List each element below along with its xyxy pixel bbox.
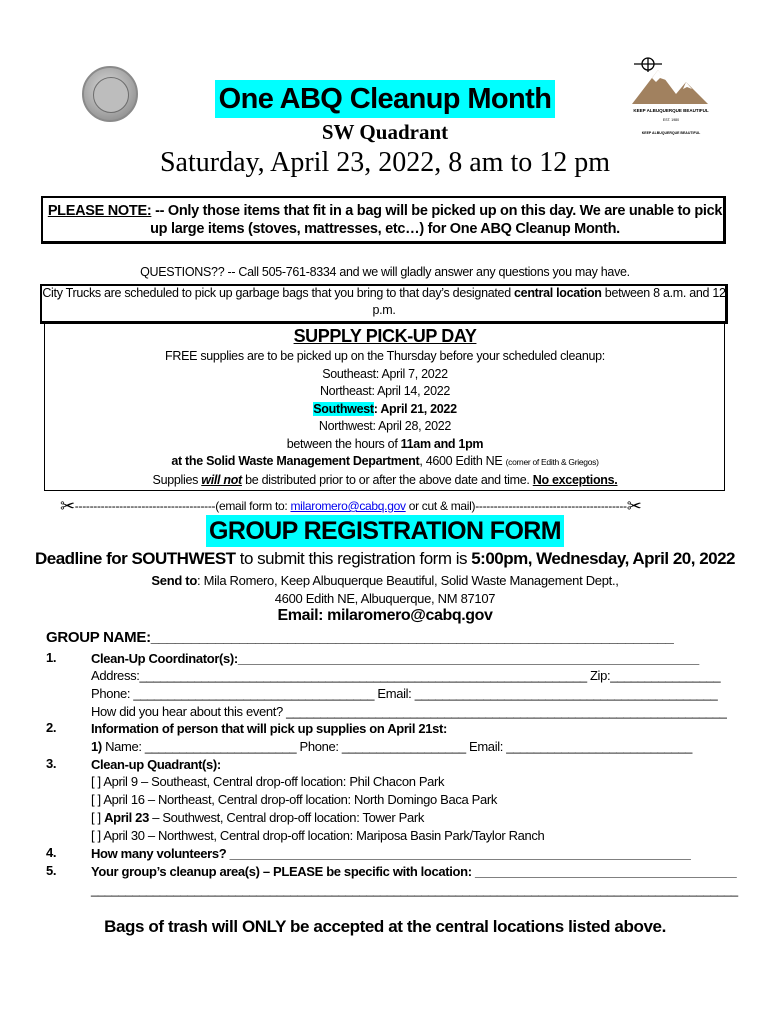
supply-title [0,326,770,347]
item-number-1: 1. [46,650,57,665]
trucks-central-location: central location [514,286,602,300]
cleanup-area-extra-line[interactable]: ______________________________________________________________________________________________ [91,882,738,897]
questions-line: QUESTIONS?? -- Call 505-761-8334 and we will gladly answer any questions you may have. [140,265,630,279]
note-label: PLEASE NOTE: [47,203,152,219]
deadline-prefix: Deadline for [34,549,132,568]
trucks-text-2: between 8 a.m. and 12 p.m. [372,286,726,317]
footer-notice: Bags of trash will ONLY be accepted at the central locations listed above. [104,917,666,936]
hours-prefix: between the hours of [286,436,401,451]
location-note: (corner of Edith & Griegos) [505,457,599,467]
q3-rest: – Southwest, Central drop-off location: Tower Park [148,810,424,825]
group-name-field[interactable]: GROUP NAME:_________________________________________________________________ [46,629,674,646]
deadline-line [0,549,770,569]
deadline-mid: to submit this registration form is [235,549,472,568]
logo-text-1: KEEP ALBUQUERQUE BEAUTIFUL [633,108,709,113]
quadrant-option-southeast[interactable]: [ ] April 9 – Southeast, Central drop-off location: Phil Chacon Park [91,774,445,789]
contact-email: Email: milaromero@cabq.gov [277,607,493,624]
deadline-quadrant: SOUTHWEST [131,549,236,568]
supply-southeast: Southeast: April 7, 2022 [322,366,448,381]
item-number-3: 3. [46,756,57,771]
person-number: 1) [91,739,102,754]
q3-date: April 23 [104,810,149,825]
cut-right: or cut & mail)----------------------------------------- [405,499,627,513]
quadrants-label: Clean-up Quadrant(s): [91,757,221,772]
send-to-label: Send to [151,573,197,588]
scissors-icon: ✂ [626,496,642,516]
dist-prefix: Supplies [152,472,202,487]
southwest-highlight: Southwest [313,401,374,416]
please-note [44,202,726,238]
supply-intro: FREE supplies are to be picked up on the Thursday before your scheduled cleanup: [165,349,605,363]
supply-northeast: Northeast: April 14, 2022 [319,384,451,398]
logo-text-3: KEEP ALBUQUERQUE BEAUTIFUL [641,131,701,135]
supply-distribution [0,472,770,490]
supply-northwest: Northwest: April 28, 2022 [318,419,452,433]
location-name: at the Solid Waste Management Department [171,454,420,468]
hours-value: 11am and 1pm [400,436,484,451]
dist-mid: be distributed prior to or after the above date and time. [241,472,533,487]
note-text: -- Only those items that fit in a bag will be picked up on this day. We are unable to pick up large items (stoves, mattresses, etc…) for One ABQ Cleanup Month. [150,203,723,237]
logo-text-2: EST. 1980 [662,118,680,122]
cleanup-area-field[interactable]: Your group’s cleanup area(s) – PLEASE be specific with location: ______________________________________ [91,864,737,879]
dist-will-not: will not [201,472,242,487]
supply-southwest [0,401,770,419]
pickup-person-field[interactable] [91,738,692,755]
send-to [0,572,770,608]
send-to-text: : Mila Romero, Keep Albuquerque Beautiful, Solid Waste Management Dept., [196,573,619,588]
event-date: Saturday, April 23, 2022, 8 am to 12 pm [159,147,611,178]
cut-email-link[interactable]: milaromero@cabq.gov [290,499,406,513]
send-to-address: 4600 Edith NE, Albuquerque, NM 87107 [274,591,496,606]
scissors-icon: ✂ [60,496,75,516]
supply-details [0,348,770,489]
item-number-2: 2. [46,720,57,735]
trucks-notice [42,285,726,319]
supply-title-text: SUPPLY PICK-UP DAY [293,326,477,346]
dist-no-exceptions: No exceptions. [532,472,618,487]
page-title: One ABQ Cleanup Month [215,80,556,118]
volunteers-field[interactable]: How many volunteers? ___________________________________________________________________ [91,846,691,861]
location-address: , 4600 Edith NE [419,454,506,468]
supply-location [0,453,770,472]
page-subtitle: SW Quadrant [321,120,449,144]
address-field[interactable]: Address:_________________________________________________________________ Zip:________________ [91,668,721,683]
q3-checkbox: [ ] [91,810,105,825]
item-number-4: 4. [46,845,57,860]
form-title: GROUP REGISTRATION FORM [206,515,564,547]
item-number-5: 5. [46,863,57,878]
coordinator-field[interactable]: Clean-Up Coordinator(s):___________________________________________________________________ [91,651,699,666]
quadrant-option-southwest[interactable] [91,809,424,826]
quadrant-option-northwest[interactable]: [ ] April 30 – Northwest, Central drop-off location: Mariposa Basin Park/Taylor Ranch [91,828,545,843]
info-person-label: Information of person that will pick up supplies on April 21st: [91,721,447,736]
trucks-text-1: City Trucks are scheduled to pick up garbage bags that you bring to that day’s designated [42,286,515,300]
deadline-time: 5:00pm, Wednesday, April 20, 2022 [471,549,736,568]
phone-email-field[interactable]: Phone: ___________________________________ Email: ____________________________________________ [91,686,718,701]
southwest-date: : April 21, 2022 [373,401,457,416]
hear-about-field[interactable]: How did you hear about this event? ________________________________________________________________ [91,704,727,719]
quadrant-option-northeast[interactable]: [ ] April 16 – Northeast, Central drop-off location: North Domingo Baca Park [91,792,497,807]
supply-hours [0,436,770,454]
cut-line [60,494,710,515]
person-line: Name: ______________________ Phone: __________________ Email: ___________________________ [101,739,693,754]
cut-left: --------------------------------------(email form to: [74,499,291,513]
